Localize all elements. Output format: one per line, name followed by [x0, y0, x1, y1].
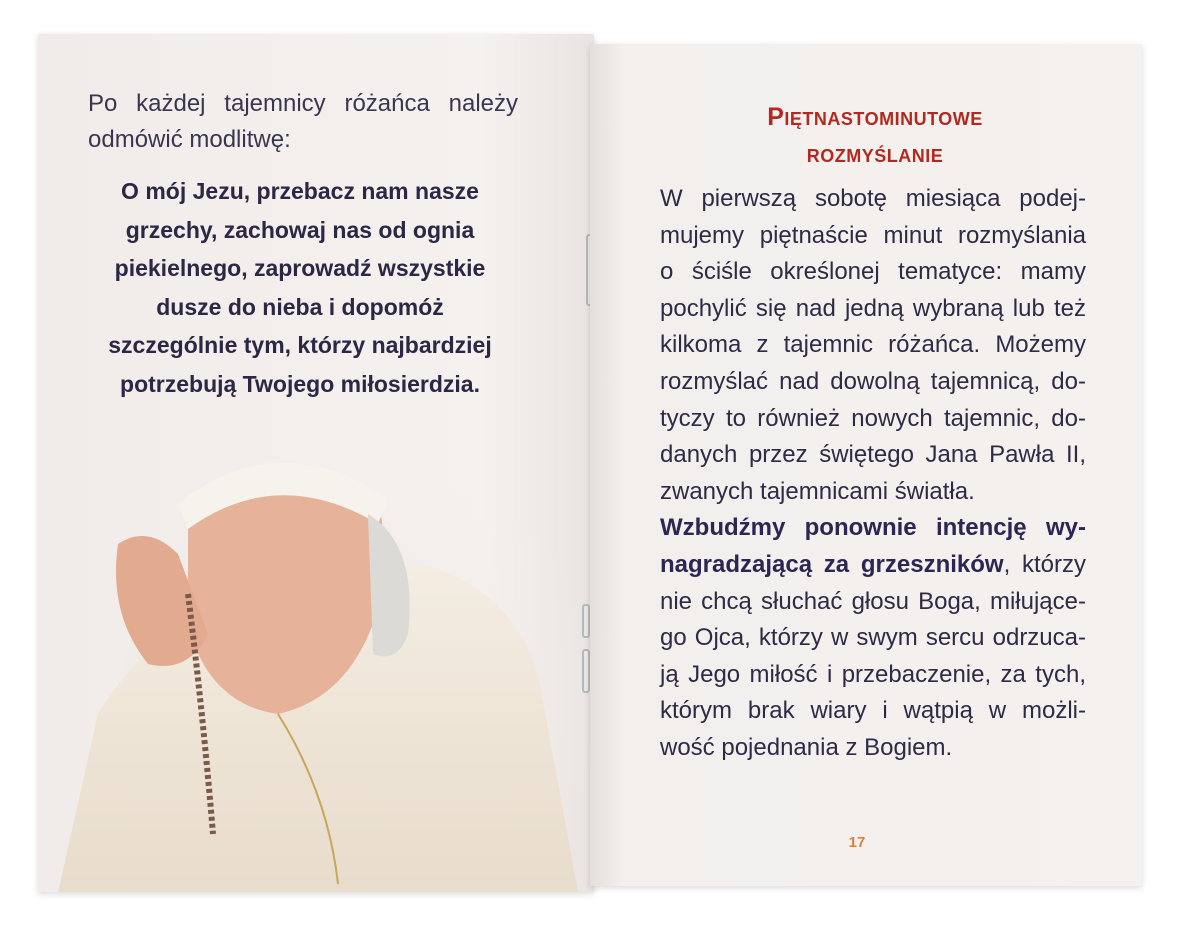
body-line: mujemy piętnaście minut rozmyślania — [660, 221, 1086, 249]
body-line: rozmyślać nad dowolną tajemnicą, do- — [660, 367, 1086, 395]
body-line: o ściśle określonej tematyce: mamy — [660, 258, 1086, 286]
intro-line: Po każdej tajemnicy różańca należy — [88, 90, 518, 117]
body-text-rest: , którzy — [1003, 550, 1086, 578]
left-page — [38, 34, 594, 892]
intro-text — [88, 86, 518, 158]
title-line: rozmyślanie — [806, 140, 944, 168]
body-line: go Ojca, którzy w swym sercu odrzuca- — [660, 624, 1086, 652]
prayer-line: piekielnego, zaprowadź wszystkie — [114, 255, 486, 281]
intro-line: odmówić modlitwę: — [88, 126, 291, 153]
body-line: ją Jego miłość i przebaczenie, za tych, — [660, 660, 1086, 688]
staple — [582, 604, 590, 638]
right-page — [590, 44, 1142, 886]
prayer-line: O mój Jezu, przebacz nam nasze — [121, 178, 479, 204]
body-text — [660, 181, 1086, 767]
prayer-text — [78, 172, 522, 403]
prayer-line: potrzebują Twojego miłosierdzia. — [120, 370, 480, 397]
body-line: kilkoma z tajemnic różańca. Możemy — [660, 331, 1086, 359]
prayer-line: dusze do nieba i dopomóż — [156, 293, 444, 320]
prayer-line: grzechy, zachowaj nas od ognia — [125, 216, 475, 243]
mixed-line — [660, 547, 1086, 584]
staple — [582, 649, 590, 693]
body-line: W pierwszą sobotę miesiąca podej- — [660, 185, 1086, 212]
page-number: 17 — [848, 834, 866, 851]
body-line: pochylić się nad jedną wybraną lub też — [660, 294, 1086, 322]
body-line: którym brak wiary i wątpią w możli- — [660, 697, 1086, 725]
prayer-line: szczególnie tym, którzy najbardziej — [108, 332, 492, 358]
body-line: nie chcą słuchać głosu Boga, miłujące- — [660, 587, 1086, 615]
section-title — [610, 99, 1140, 173]
body-line: danych przez świętego Jana Pawła II, — [660, 441, 1086, 469]
bold-text: nagradzającą za grzeszników — [660, 550, 1004, 578]
bold-text: Wzbudźmy ponownie intencję wy- — [660, 514, 1086, 542]
body-line: wość pojednania z Bogiem. — [660, 733, 953, 761]
body-line: zwanych tajemnicami światła. — [660, 477, 975, 505]
title-line: Piętnastominutowe — [767, 103, 983, 131]
praying-pope-illustration — [38, 414, 594, 892]
bold-intention-line — [660, 510, 1086, 547]
body-line: tyczy to również nowych tajemnic, do- — [660, 404, 1086, 432]
